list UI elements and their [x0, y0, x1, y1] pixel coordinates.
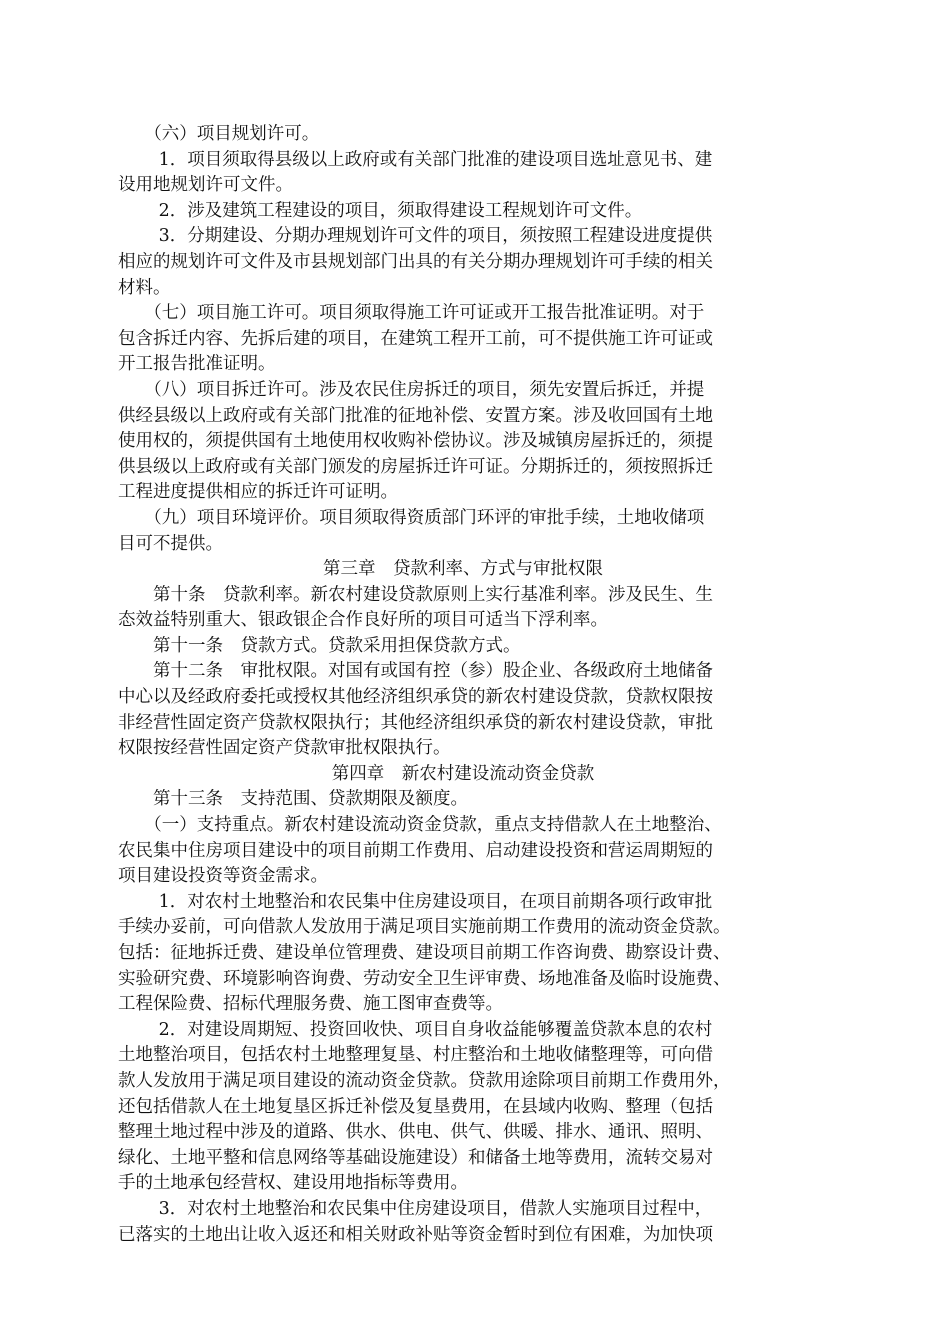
text-line: 2．对建设周期短、投资回收快、项目自身收益能够覆盖贷款本息的农村	[118, 1019, 713, 1040]
text-line: 1．对农村土地整治和农民集中住房建设项目，在项目前期各项行政审批	[118, 891, 713, 912]
text-line: 包含拆迁内容、先拆后建的项目，在建筑工程开工前，可不提供施工许可证或	[118, 328, 713, 349]
text-line: 整理土地过程中涉及的道路、供水、供电、供气、供暖、排水、通讯、照明、	[118, 1122, 713, 1143]
text-line: 开工报告批准证明。	[118, 354, 276, 375]
text-line: 项目建设投资等资金需求。	[118, 866, 328, 887]
text-line: 已落实的土地出让收入返还和相关财政补贴等资金暂时到位有困难，为加快项	[118, 1224, 713, 1245]
text-line: 第十一条 贷款方式。贷款采用担保贷款方式。	[118, 635, 521, 656]
text-line: 供经县级以上政府或有关部门批准的征地补偿、安置方案。涉及收回国有土地	[118, 405, 713, 426]
text-line: 1．项目须取得县级以上政府或有关部门批准的建设项目选址意见书、建	[118, 149, 713, 170]
text-line: 第十三条 支持范围、贷款期限及额度。	[118, 789, 468, 810]
text-line: 绿化、土地平整和信息网络等基础设施建设）和储备土地等费用，流转交易对	[118, 1147, 713, 1168]
text-line: 手的土地承包经营权、建设用地指标等费用。	[118, 1173, 468, 1194]
text-line: 2．涉及建筑工程建设的项目，须取得建设工程规划许可文件。	[118, 200, 643, 221]
text-line: 还包括借款人在土地复垦区拆迁补偿及复垦费用，在县域内收购、整理（包括	[118, 1096, 713, 1117]
text-line: 工程保险费、招标代理服务费、施工图审查费等。	[118, 994, 503, 1015]
text-line: （一）支持重点。新农村建设流动资金贷款，重点支持借款人在土地整治、	[118, 815, 722, 836]
text-line: 3．对农村土地整治和农民集中住房建设项目，借款人实施项目过程中，	[118, 1198, 713, 1219]
text-line: 使用权的，须提供国有土地使用权收购补偿协议。涉及城镇房屋拆迁的，须提	[118, 431, 713, 452]
text-line: 工程进度提供相应的拆迁许可证明。	[118, 482, 398, 503]
chapter-heading: 第三章 贷款利率、方式与审批权限	[323, 559, 603, 580]
chapter-heading: 第四章 新农村建设流动资金贷款	[331, 763, 595, 784]
text-line: （九）项目环境评价。项目须取得资质部门环评的审批手续，土地收储项	[118, 507, 705, 528]
text-line: 农民集中住房项目建设中的项目前期工作费用、启动建设投资和营运周期短的	[118, 840, 713, 861]
text-line: 供县级以上政府或有关部门颁发的房屋拆迁许可证。分期拆迁的，须按照拆迁	[118, 456, 713, 477]
text-line: 款人发放用于满足项目建设的流动资金贷款。贷款用途除项目前期工作费用外，	[118, 1070, 731, 1091]
text-line: 3．分期建设、分期办理规划许可文件的项目，须按照工程建设进度提供	[118, 226, 713, 247]
text-line: （七）项目施工许可。项目须取得施工许可证或开工报告批准证明。对于	[118, 303, 705, 324]
text-line: 设用地规划许可文件。	[118, 175, 293, 196]
text-line: 包括：征地拆迁费、建设单位管理费、建设项目前期工作咨询费、勘察设计费、	[118, 943, 731, 963]
text-line: 材料。	[118, 277, 171, 298]
text-line: 非经营性固定资产贷款权限执行；其他经济组织承贷的新农村建设贷款，审批	[118, 712, 713, 733]
text-line: （六）项目规划许可。	[118, 124, 320, 144]
text-line: 权限按经营性固定资产贷款审批权限执行。	[118, 738, 451, 759]
text-line: 手续办妥前，可向借款人发放用于满足项目实施前期工作费用的流动资金贷款。	[118, 917, 731, 938]
text-line: 第十二条 审批权限。对国有或国有控（参）股企业、各级政府土地储备	[118, 661, 713, 682]
text-line: （八）项目拆迁许可。涉及农民住房拆迁的项目，须先安置后拆迁，并提	[118, 379, 705, 400]
text-line: 相应的规划许可文件及市县规划部门出具的有关分期办理规划许可手续的相关	[118, 251, 713, 272]
text-line: 第十条 贷款利率。新农村建设贷款原则上实行基准利率。涉及民生、生	[118, 584, 713, 605]
text-line: 目可不提供。	[118, 533, 223, 554]
text-line: 土地整治项目，包括农村土地整理复垦、村庄整治和土地收储整理等，可向借	[118, 1045, 713, 1066]
text-line: 中心以及经政府委托或授权其他经济组织承贷的新农村建设贷款，贷款权限按	[118, 687, 713, 708]
text-line: 实验研究费、环境影响咨询费、劳动安全卫生评审费、场地准备及临时设施费、	[118, 968, 731, 989]
text-line: 态效益特别重大、银政银企合作良好所的项目可适当下浮利率。	[118, 610, 608, 631]
document-body	[118, 122, 808, 1248]
